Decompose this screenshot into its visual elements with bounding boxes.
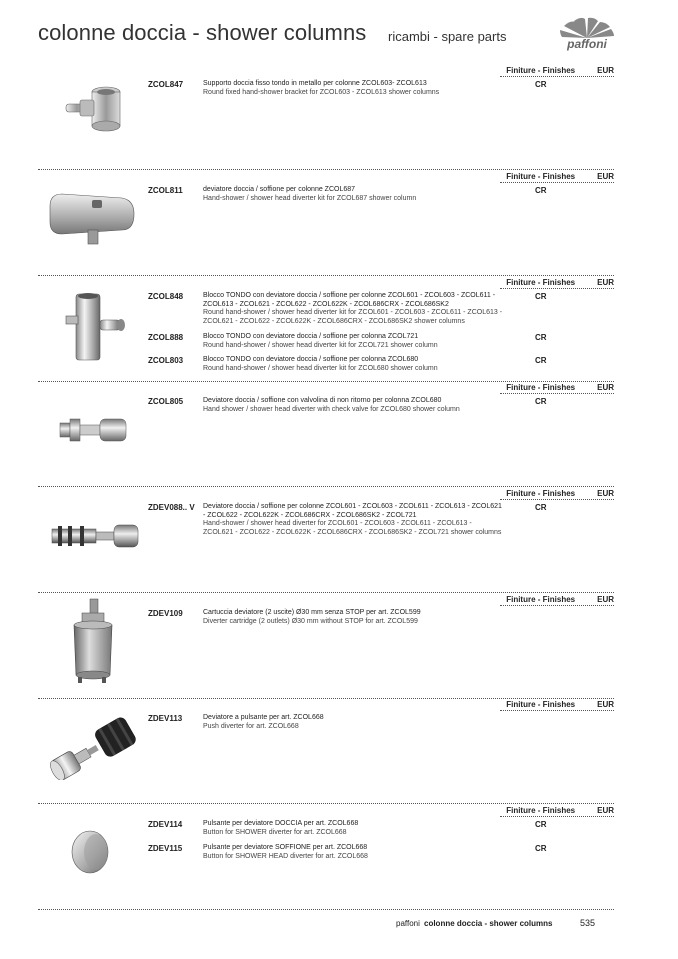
round-diverter-block-image (64, 290, 130, 366)
logo-text: paffoni (567, 37, 607, 51)
finish-code: CR (535, 820, 547, 829)
product-description: Pulsante per deviatore SOFFIONE per art. ZCOL668 Button for SHOWER HEAD diverter for art. ZCOL668 (203, 844, 368, 860)
product-code: ZCOL888 (148, 333, 184, 342)
product-description: Blocco TONDO con deviatore doccia / soffione per colonna ZCOL680 Round hand-shower / shower head diverter kit for ZCOL680 shower column (203, 356, 438, 372)
product-description: deviatore doccia / soffione per colonne ZCOL687 Hand-shower / shower head diverter kit for ZCOL687 shower column (203, 186, 417, 202)
product-description: Supporto doccia fisso tondo in metallo per colonne ZCOL603- ZCOL613 Round fixed hand-shower bracket for ZCOL603 - ZCOL613 shower columns (203, 80, 440, 96)
product-code: ZDEV113 (148, 714, 183, 723)
product-code: ZCOL848 (148, 292, 184, 301)
product-code: ZDEV114 (148, 820, 183, 829)
section-divider (38, 592, 614, 593)
product-description: Blocco TONDO con deviatore doccia / soffione per colonne ZCOL601 - ZCOL603 - ZCOL611 - ZCOL613 - ZCOL621 - ZCOL622 - ZCOL622K - ZCOL686CRX - ZCOL686SK2 Round hand-shower / shower head diverter kit for ZCOL601 - ZCOL603 - ZCOL611 - ZCOL613 - ZCOL621 - ZCOL622 - ZCOL622K - ZCOL686CRX - ZCOL686SK2 shower columns (203, 292, 503, 325)
section-divider (38, 486, 614, 487)
product-code: ZCOL811 (148, 186, 183, 195)
product-code: ZCOL805 (148, 397, 184, 406)
finish-code: CR (535, 333, 547, 342)
paffoni-logo (556, 16, 618, 54)
section-divider (38, 698, 614, 699)
check-valve-diverter-image (56, 413, 132, 449)
page-title: colonne doccia - shower columns (38, 20, 367, 45)
finishes-header: Finiture - Finishes EUR (506, 595, 614, 604)
finishes-header: Finiture - Finishes EUR (506, 66, 614, 75)
page-number: 535 (580, 918, 596, 928)
finishes-header: Finiture - Finishes EUR (506, 278, 614, 287)
finishes-header: Finiture - Finishes EUR (506, 700, 614, 709)
page-subtitle: ricambi - spare parts (388, 29, 507, 44)
diverter-cartridge-image (68, 597, 118, 687)
finish-code: CR (535, 844, 547, 853)
push-button-cap-image (68, 828, 112, 876)
diverter-spindle-image (50, 519, 140, 553)
product-code: ZDEV109 (148, 609, 183, 618)
section-divider (38, 909, 614, 910)
finish-code: CR (535, 292, 547, 301)
diverter-block-image (46, 186, 138, 252)
product-code: ZCOL803 (148, 356, 184, 365)
footer-title: colonne doccia - shower columns (424, 919, 553, 928)
section-divider (38, 803, 614, 804)
shower-bracket-image (60, 82, 130, 142)
product-description: Deviatore doccia / soffione con valvolina di non ritorno per colonna ZCOL680 Hand shower / shower head diverter with check valve for ZCOL680 shower column (203, 397, 460, 413)
finishes-header: Finiture - Finishes EUR (506, 489, 614, 498)
finishes-header: Finiture - Finishes EUR (506, 172, 614, 181)
finish-code: CR (535, 397, 547, 406)
footer-brand: paffoni (396, 919, 420, 928)
finishes-header: Finiture - Finishes EUR (506, 383, 614, 392)
finish-code: CR (535, 80, 547, 89)
product-description: Deviatore a pulsante per art. ZCOL668 Push diverter for art. ZCOL668 (203, 714, 324, 730)
section-divider (38, 169, 614, 170)
section-divider (38, 275, 614, 276)
product-code: ZDEV088.. V (148, 503, 195, 512)
finishes-header: Finiture - Finishes EUR (506, 806, 614, 815)
product-code: ZCOL847 (148, 80, 184, 89)
product-code: ZDEV115 (148, 844, 183, 853)
section-divider (38, 381, 614, 382)
finish-code: CR (535, 356, 547, 365)
product-description: Blocco TONDO con deviatore doccia / soffione per colonna ZCOL721 Round hand-shower / shower head diverter kit for ZCOL721 shower column (203, 333, 438, 349)
product-description: Deviatore doccia / soffione per colonne ZCOL601 - ZCOL603 - ZCOL611 - ZCOL613 - ZCOL621 - ZCOL622 - ZCOL622K - ZCOL686CRX - ZCOL686SK2 - ZCOL721 Hand-shower / shower head diverter for ZCOL601 - ZCOL603 - ZCOL611 - ZCOL613 - ZCOL621 - ZCOL622 - ZCOL622K - ZCOL686CRX - ZCOL686SK2 - ZCOL721 shower columns (203, 503, 502, 536)
product-description: Pulsante per deviatore DOCCIA per art. ZCOL668 Button for SHOWER diverter for art. ZCOL668 (203, 820, 359, 836)
finish-code: CR (535, 503, 547, 512)
product-description: Cartuccia deviatore (2 uscite) Ø30 mm senza STOP per art. ZCOL599 Diverter cartridge (2 outlets) Ø30 mm without STOP for art. ZCOL599 (203, 609, 421, 625)
push-diverter-image (42, 712, 146, 780)
finish-code: CR (535, 186, 547, 195)
